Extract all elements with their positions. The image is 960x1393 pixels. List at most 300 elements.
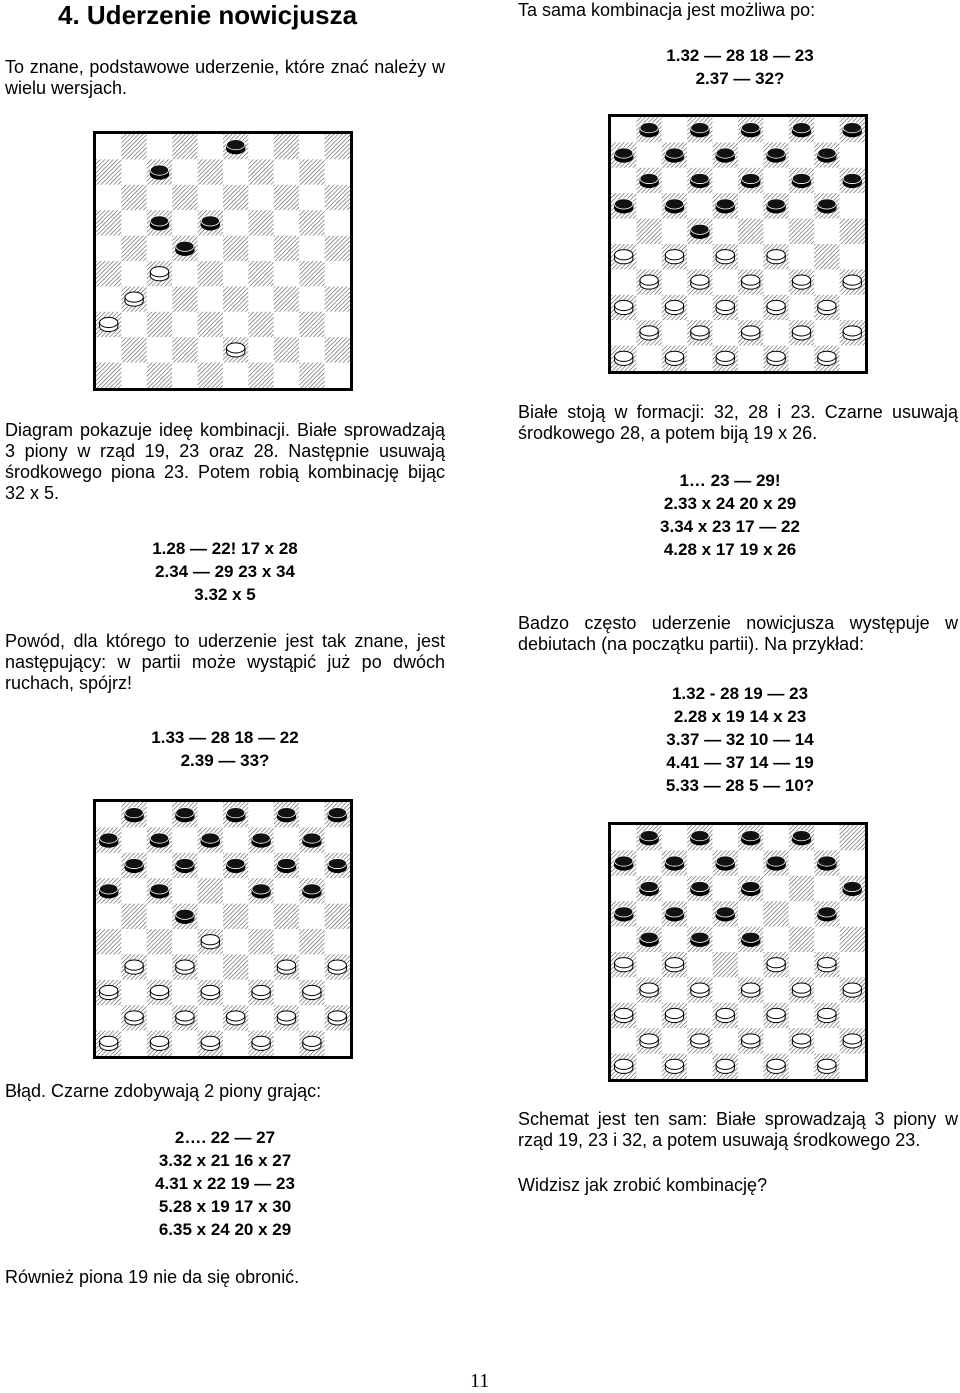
black-piece [176, 858, 194, 872]
dark-square [299, 312, 324, 337]
light-square [738, 244, 763, 269]
light-square [814, 977, 839, 1002]
light-square [662, 825, 687, 850]
checkers-board-2 [608, 114, 868, 374]
light-square [223, 261, 248, 286]
light-square [636, 295, 661, 320]
light-square [198, 1005, 223, 1030]
light-square [713, 168, 738, 193]
light-square [147, 904, 172, 929]
black-piece [818, 148, 836, 162]
white-piece [818, 300, 836, 314]
white-piece [176, 1011, 194, 1025]
light-square [299, 1005, 324, 1030]
black-piece [176, 241, 194, 255]
dark-square [248, 159, 273, 184]
white-piece [742, 983, 760, 997]
question-text: Widzisz jak zrobić kombinację? [518, 1175, 768, 1195]
light-square [814, 825, 839, 850]
light-square [248, 286, 273, 311]
light-square [814, 219, 839, 244]
light-square [172, 1031, 197, 1056]
light-square [738, 850, 763, 875]
dark-square [223, 236, 248, 261]
dark-square [325, 236, 350, 261]
white-piece [691, 326, 709, 340]
light-square [248, 904, 273, 929]
checkers-board-4 [608, 822, 868, 1082]
black-piece [125, 808, 143, 822]
white-piece [818, 958, 836, 972]
light-square [248, 236, 273, 261]
move-line: 2.33 x 24 20 x 29 [663, 494, 797, 513]
move-line: 3.37 — 32 10 — 14 [666, 730, 814, 749]
light-square [763, 117, 788, 142]
light-square [738, 1003, 763, 1028]
dark-square [814, 244, 839, 269]
white-piece [691, 1034, 709, 1048]
dark-square [96, 363, 121, 388]
light-square [325, 827, 350, 852]
dark-square [223, 185, 248, 210]
white-piece [252, 985, 270, 999]
light-square [147, 185, 172, 210]
light-square [248, 853, 273, 878]
black-piece [818, 907, 836, 921]
black-piece [176, 808, 194, 822]
light-square [198, 954, 223, 979]
move-line: 2.37 — 32? [695, 69, 785, 88]
dark-square [274, 337, 299, 362]
light-square [198, 236, 223, 261]
black-piece [176, 909, 194, 923]
white-piece [201, 935, 219, 949]
black-piece [818, 856, 836, 870]
light-square [763, 168, 788, 193]
dark-square [121, 904, 146, 929]
dark-square [248, 210, 273, 235]
white-piece [665, 300, 683, 314]
light-square [299, 954, 324, 979]
black-piece [303, 833, 321, 847]
light-square [662, 876, 687, 901]
moves-d [580, 682, 900, 797]
light-square [147, 1005, 172, 1030]
dark-square [789, 876, 814, 901]
light-square [223, 929, 248, 954]
white-piece [843, 326, 861, 340]
page-number: 11 [470, 1370, 490, 1392]
black-piece [303, 884, 321, 898]
light-square [840, 346, 865, 371]
move-line: 2.34 — 29 23 x 34 [155, 562, 295, 581]
light-square [274, 827, 299, 852]
black-piece [277, 858, 295, 872]
moves-b [70, 726, 380, 772]
checkers-board-1 [93, 131, 353, 391]
white-piece [716, 250, 734, 264]
light-square [789, 952, 814, 977]
dark-square [198, 312, 223, 337]
white-piece [665, 958, 683, 972]
black-piece [328, 858, 346, 872]
dark-square [172, 286, 197, 311]
black-piece [665, 907, 683, 921]
dark-square [223, 954, 248, 979]
light-square [172, 929, 197, 954]
error-text: Błąd. Czarne zdobywają 2 piony grając: [5, 1081, 322, 1101]
black-piece [277, 808, 295, 822]
black-piece [100, 833, 118, 847]
light-square [636, 346, 661, 371]
move-line: 3.32 x 5 [194, 585, 256, 604]
light-square [121, 827, 146, 852]
white-piece [615, 1008, 633, 1022]
dark-square [147, 312, 172, 337]
light-square [763, 269, 788, 294]
light-square [738, 1054, 763, 1079]
white-piece [640, 326, 658, 340]
dark-square [147, 363, 172, 388]
dark-square [198, 261, 223, 286]
black-piece [615, 148, 633, 162]
light-square [789, 295, 814, 320]
white-piece [615, 300, 633, 314]
light-square [713, 269, 738, 294]
dark-square [248, 312, 273, 337]
light-square [814, 876, 839, 901]
white-piece [665, 1059, 683, 1073]
light-square [96, 802, 121, 827]
dark-square [96, 159, 121, 184]
light-square [662, 219, 687, 244]
light-square [121, 363, 146, 388]
black-piece [767, 199, 785, 213]
page-title: 4. Uderzenie nowicjusza [58, 0, 358, 30]
light-square [198, 337, 223, 362]
white-piece [640, 983, 658, 997]
light-square [223, 980, 248, 1005]
white-piece [100, 985, 118, 999]
light-square [147, 134, 172, 159]
light-square [299, 853, 324, 878]
white-piece [716, 351, 734, 365]
light-square [789, 850, 814, 875]
light-square [299, 286, 324, 311]
black-piece [615, 856, 633, 870]
light-square [223, 878, 248, 903]
move-line: 4.28 x 17 19 x 26 [663, 540, 797, 559]
black-piece [843, 881, 861, 895]
move-line: 2.28 x 19 14 x 23 [673, 707, 807, 726]
dark-square [96, 210, 121, 235]
dark-square [248, 261, 273, 286]
black-piece [792, 831, 810, 845]
black-piece [843, 123, 861, 137]
light-square [687, 346, 712, 371]
dark-square [738, 219, 763, 244]
light-square [789, 346, 814, 371]
white-piece [716, 1008, 734, 1022]
black-piece [328, 808, 346, 822]
black-piece [691, 932, 709, 946]
light-square [274, 878, 299, 903]
white-piece [767, 1008, 785, 1022]
dark-square [274, 185, 299, 210]
move-line: 1.33 — 28 18 — 22 [151, 728, 299, 747]
light-square [96, 236, 121, 261]
white-piece [125, 960, 143, 974]
dark-square [763, 901, 788, 926]
light-square [636, 850, 661, 875]
light-square [325, 363, 350, 388]
light-square [223, 827, 248, 852]
light-square [147, 802, 172, 827]
black-piece [150, 165, 168, 179]
light-square [198, 286, 223, 311]
light-square [325, 980, 350, 1005]
light-square [299, 904, 324, 929]
dark-square [172, 134, 197, 159]
light-square [763, 876, 788, 901]
light-square [713, 320, 738, 345]
light-square [763, 320, 788, 345]
black-piece [691, 224, 709, 238]
dark-square [299, 363, 324, 388]
light-square [763, 825, 788, 850]
light-square [198, 802, 223, 827]
white-piece [742, 1034, 760, 1048]
white-piece [615, 250, 633, 264]
dark-square [325, 134, 350, 159]
light-square [325, 929, 350, 954]
white-piece [818, 351, 836, 365]
light-square [713, 876, 738, 901]
light-square [172, 159, 197, 184]
white-piece [691, 275, 709, 289]
dark-square [248, 363, 273, 388]
black-piece [640, 173, 658, 187]
light-square [814, 320, 839, 345]
light-square [763, 977, 788, 1002]
black-piece [742, 831, 760, 845]
light-square [274, 312, 299, 337]
light-square [248, 954, 273, 979]
light-square [121, 1031, 146, 1056]
black-piece [742, 173, 760, 187]
light-square [738, 193, 763, 218]
dark-square [223, 904, 248, 929]
move-line: 5.28 x 19 17 x 30 [158, 1197, 292, 1216]
white-piece [665, 1008, 683, 1022]
white-piece [792, 275, 810, 289]
white-piece [277, 1011, 295, 1025]
move-line: 2.39 — 33? [180, 751, 270, 770]
black-piece [767, 856, 785, 870]
light-square [687, 952, 712, 977]
white-piece [125, 1011, 143, 1025]
black-piece [227, 858, 245, 872]
light-square [611, 117, 636, 142]
light-square [274, 929, 299, 954]
light-square [96, 134, 121, 159]
light-square [274, 1031, 299, 1056]
move-line: 1… 23 — 29! [679, 471, 781, 490]
white-piece [742, 326, 760, 340]
light-square [687, 142, 712, 167]
black-piece [742, 881, 760, 895]
light-square [147, 236, 172, 261]
white-piece [792, 983, 810, 997]
white-piece [792, 1034, 810, 1048]
black-piece [150, 216, 168, 230]
black-piece [691, 123, 709, 137]
light-square [611, 927, 636, 952]
move-line: 3.32 x 21 16 x 27 [158, 1151, 292, 1170]
move-line: 1.32 - 28 19 — 23 [671, 684, 809, 703]
light-square [274, 261, 299, 286]
dark-square [325, 337, 350, 362]
white-piece [691, 983, 709, 997]
white-piece [767, 250, 785, 264]
light-square [687, 295, 712, 320]
schema-paragraph: Schemat jest ten sam: Białe sprowadzają 3 piony w rząd 19, 23 i 32, a potem usuwają środkowego 23. [518, 1109, 958, 1150]
black-piece [742, 932, 760, 946]
light-square [96, 337, 121, 362]
dark-square [121, 337, 146, 362]
dark-square [713, 952, 738, 977]
white-piece [150, 985, 168, 999]
white-piece [843, 983, 861, 997]
light-square [248, 1005, 273, 1030]
light-square [636, 1003, 661, 1028]
white-piece [252, 1036, 270, 1050]
black-piece [665, 199, 683, 213]
light-square [662, 168, 687, 193]
dark-square [198, 363, 223, 388]
move-line: 1.28 — 22! 17 x 28 [152, 539, 298, 558]
light-square [198, 904, 223, 929]
light-square [814, 117, 839, 142]
light-square [687, 901, 712, 926]
light-square [172, 878, 197, 903]
black-piece [615, 199, 633, 213]
often-paragraph: Badzo często uderzenie nowicjusza występuje w debiutach (na początku partii). Na przykład: [518, 613, 958, 654]
black-piece [640, 932, 658, 946]
white-piece [125, 292, 143, 306]
light-square [611, 876, 636, 901]
dark-square [325, 185, 350, 210]
light-square [840, 1003, 865, 1028]
light-square [147, 954, 172, 979]
white-piece [843, 275, 861, 289]
white-piece [201, 985, 219, 999]
light-square [121, 261, 146, 286]
light-square [274, 210, 299, 235]
light-square [611, 320, 636, 345]
white-piece [615, 1059, 633, 1073]
light-square [248, 134, 273, 159]
light-square [814, 168, 839, 193]
light-square [172, 261, 197, 286]
white-piece [767, 351, 785, 365]
light-square [299, 236, 324, 261]
dark-square [198, 878, 223, 903]
dark-square [121, 236, 146, 261]
light-square [147, 853, 172, 878]
move-line: 3.34 x 23 17 — 22 [660, 517, 800, 536]
black-piece [640, 881, 658, 895]
white-piece [227, 1011, 245, 1025]
light-square [299, 134, 324, 159]
dark-square [274, 286, 299, 311]
dark-square [299, 261, 324, 286]
light-square [840, 952, 865, 977]
white-piece [150, 267, 168, 281]
black-piece [691, 881, 709, 895]
light-square [223, 1031, 248, 1056]
white-piece [843, 1034, 861, 1048]
light-square [738, 295, 763, 320]
light-square [713, 117, 738, 142]
black-piece [742, 123, 760, 137]
light-square [611, 168, 636, 193]
dark-square [789, 219, 814, 244]
white-piece [716, 300, 734, 314]
black-piece [818, 199, 836, 213]
white-piece [615, 958, 633, 972]
dark-square [172, 185, 197, 210]
move-line: 2…. 22 — 27 [174, 1128, 276, 1147]
light-square [325, 159, 350, 184]
light-square [814, 1028, 839, 1053]
move-line: 6.35 x 24 20 x 29 [158, 1220, 292, 1239]
light-square [172, 363, 197, 388]
black-piece [640, 831, 658, 845]
light-square [662, 927, 687, 952]
move-line: 4.41 — 37 14 — 19 [666, 753, 814, 772]
light-square [763, 927, 788, 952]
black-piece [227, 808, 245, 822]
white-piece [767, 958, 785, 972]
light-square [121, 312, 146, 337]
light-square [763, 1028, 788, 1053]
light-square [840, 193, 865, 218]
light-square [274, 159, 299, 184]
black-piece [150, 833, 168, 847]
light-square [662, 269, 687, 294]
light-square [198, 134, 223, 159]
white-piece [742, 275, 760, 289]
move-line: 4.31 x 22 19 — 23 [155, 1174, 295, 1193]
white-piece [767, 300, 785, 314]
dark-square [121, 185, 146, 210]
reason-paragraph: Powód, dla którego to uderzenie jest tak znane, jest następujący: w partii może wystąpić już po dwóch ruchach, spójrz! [5, 631, 445, 693]
light-square [713, 825, 738, 850]
dark-square [172, 337, 197, 362]
moves-top-right [580, 44, 900, 90]
light-square [299, 802, 324, 827]
light-square [172, 827, 197, 852]
light-square [147, 337, 172, 362]
light-square [611, 1028, 636, 1053]
white-piece [201, 1036, 219, 1050]
light-square [611, 977, 636, 1002]
light-square [687, 1003, 712, 1028]
light-square [840, 1054, 865, 1079]
dark-square [198, 159, 223, 184]
light-square [636, 901, 661, 926]
